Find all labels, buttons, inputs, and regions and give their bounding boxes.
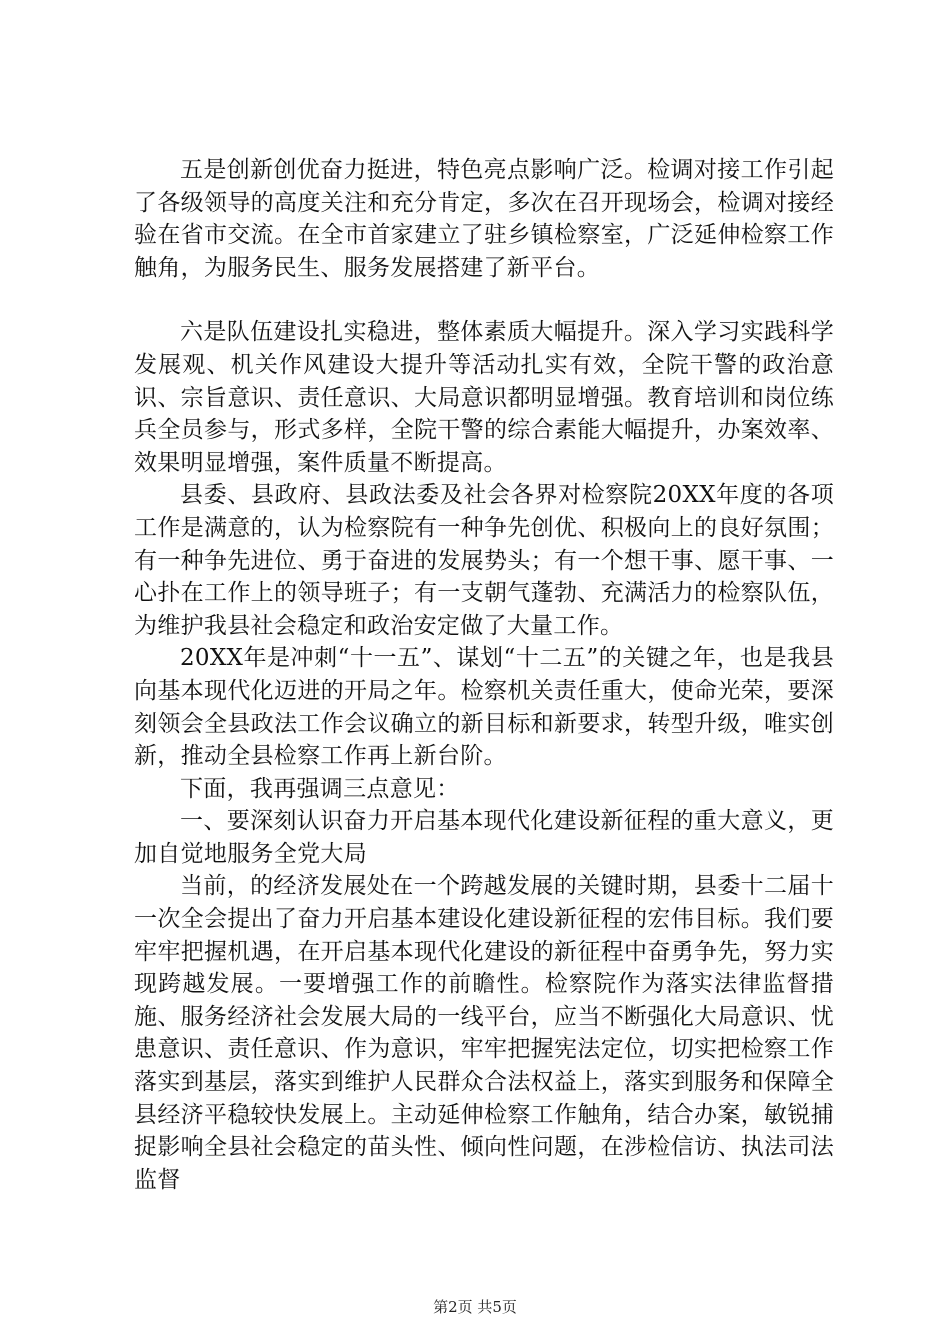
paragraph-key-year: 20XX年是冲刺“十一五”、谋划“十二五”的关键之年，也是我县向基本现代化迈进的开局之年。检察机关责任重大，使命光荣，要深刻领会全县政法工作会议确立的新目标和新要求，转型升级，唯实创新，推动全县检察工作再上新台阶。 xyxy=(134,645,834,770)
page-number-footer: 第2页 共5页 xyxy=(433,1298,517,1316)
paragraph-evaluation: 县委、县政府、县政法委及社会各界对检察院20XX年度的各项工作是满意的，认为检察院有一种争先创优、积极向上的良好氛围；有一种争先进位、勇于奋进的发展势头；有一个想干事、愿干事、一心扑在工作上的领导班子；有一支朝气蓬勃、充满活力的检察队伍，为维护我县社会稳定和政治安定做了大量工作。 xyxy=(134,482,834,639)
paragraph-intro-points: 下面，我再强调三点意见： xyxy=(180,775,460,802)
paragraph-innovation: 五是创新创优奋力挺进，特色亮点影响广泛。检调对接工作引起了各级领导的高度关注和充分肯定，多次在召开现场会，检调对接经验在省市交流。在全市首家建立了驻乡镇检察室，广泛延伸检察工作触角，为服务民生、服务发展搭建了新平台。 xyxy=(134,157,834,281)
section-heading-one: 一、要深刻认识奋力开启基本现代化建设新征程的重大意义，更加自觉地服务全党大局 xyxy=(134,808,834,867)
paragraph-team-building: 六是队伍建设扎实稳进，整体素质大幅提升。深入学习实践科学发展观、机关作风建设大提升等活动扎实有效，全院干警的政治意识、宗旨意识、责任意识、大局意识都明显增强。教育培训和岗位练兵全员参与，形式多样，全院干警的综合素能大幅提升，办案效率、效果明显增强，案件质量不断提高。 xyxy=(134,319,834,476)
document-body xyxy=(134,154,834,1196)
paragraph-current-situation: 当前，的经济发展处在一个跨越发展的关键时期，县委十二届十一次全会提出了奋力开启基本建设化建设新征程的宏伟目标。我们要牢牢把握机遇，在开启基本现代化建设的新征程中奋勇争先，努力实现跨越发展。一要增强工作的前瞻性。检察院作为落实法律监督措施、服务经济社会发展大局的一线平台，应当不断强化大局意识、忧患意识、责任意识、作为意识，牢牢把握宪法定位，切实把检察工作落实到基层，落实到维护人民群众合法权益上，落实到服务和保障全县经济平稳较快发展上。主动延伸检察工作触角，结合办案，敏锐捕捉影响全县社会稳定的苗头性、倾向性问题，在涉检信访、执法司法监督 xyxy=(134,873,834,1193)
paragraph-spacer xyxy=(134,284,834,316)
